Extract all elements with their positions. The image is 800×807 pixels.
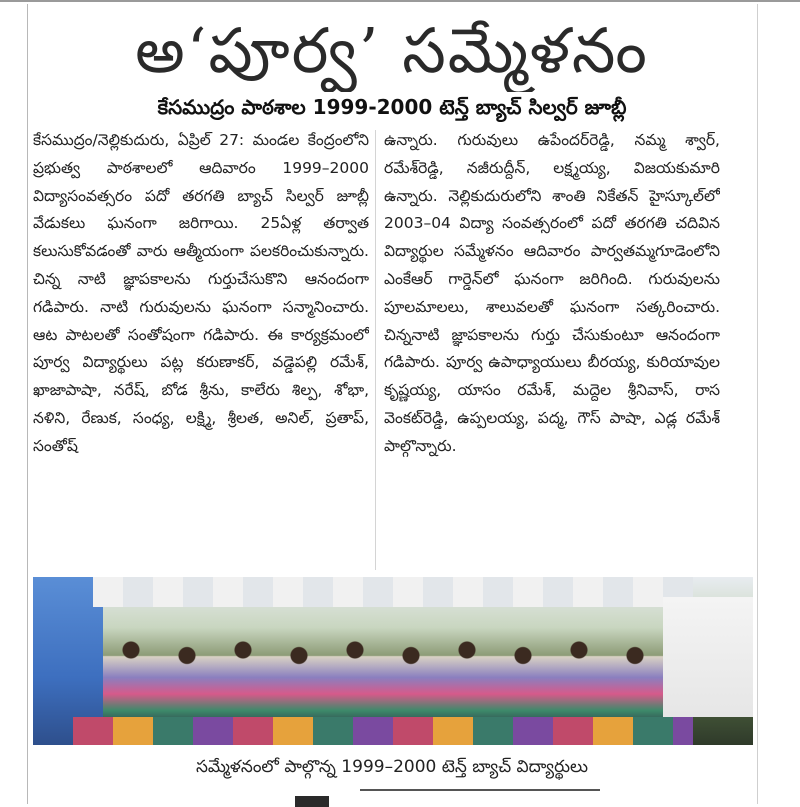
left-column-rule [27,4,28,804]
article-body-left-column: కేసముద్రం/నెల్లికుదురు, ఏప్రిల్ 27: మండల కేంద్రంలోని ప్రభుత్వ పాఠశాలలో ఆదివారం 1999–2000 విద్యాసంవత్సరం పదో తరగతి బ్యాచ్ సిల్వర్ జూబ్లీ వేడుకలు ఘనంగా జరిగాయి. 25ఏళ్ల తర్వాత కలుసుకోవడంతో వారు ఆత్మీయంగా పలకరించుకున్నారు. చిన్న నాటి జ్ఞాపకాలను గుర్తుచేసుకొని ఆనందంగా గడిపారు. నాటి గురువులను ఘనంగా సన్మానించారు. ఆట పాటలతో సంతోషంగా గడిపారు. ఈ కార్యక్రమంలో పూర్వ విద్యార్థులు పట్ల కరుణాకర్, వడ్డెపల్లి రమేశ్, ఖాజాపాషా, నరేష్, బోడ శ్రీను, కాలేరు శిల్ప, శోభా, నళిని, రేణుక, సంధ్య, లక్ష్మి, శ్రీలత, అనిల్, ప్రతాప్, సంతోష్ [33,131,369,455]
article-headline: అ‘పూర్వ’ సమ్మేళనం [135,14,649,87]
group-photo [33,577,753,745]
article-body-right-column: ఉన్నారు. గురువులు ఉపేందర్‌రెడ్డి, నమ్మ శ్వార్, రమేశ్‌రెడ్డి, నజీరుద్దీన్, లక్ష్మయ్య, విజయకుమారి ఉన్నారు. నెల్లికుదురులోని శాంతి నికేతన్ హైస్కూల్‌లో 2003–04 విద్యా సంవత్సరంలో పదో తరగతి చదివిన విద్యార్థుల సమ్మేళనం ఆదివారం పార్వతమ్మగూడెంలోని ఎంకేఆర్ గార్డెన్‌లో ఘనంగా జరిగింది. గురువులను పూలమాలలు, శాలువలతో ఘనంగా సత్కరించారు. చిన్ననాటి జ్ఞాపకాలను గుర్తు చేసుకుంటూ ఆనందంగా గడిపారు. పూర్వ ఉపాధ్యాయులు బీరయ్య, కురియావుల కృష్ణయ్య, యాసం రమేశ్, మద్దెల శ్రీనివాస్, రాస వెంకట్‌రెడ్డి, ఉప్పలయ్య, పద్మ, గౌస్ పాషా, ఎడ్ల రమేశ్ పాల్గొన్నారు. [384,131,720,455]
photo-right-banner [663,597,753,717]
bottom-rule [360,789,600,791]
column-divider [375,130,376,570]
photo-tent-canopy [93,577,693,607]
top-rule [0,0,800,2]
right-column-rule [757,4,758,804]
photo-caption: సమ్మేళనంలో పాల్గొన్న 1999–2000 టెన్త్ బ్యాచ్ విద్యార్థులు [196,757,588,777]
article-subheadline: కేసముద్రం పాఠశాల 1999-2000 టెన్త్ బ్యాచ్ సిల్వర్ జూబ్లీ [157,95,627,119]
photo-group-of-people [103,617,663,727]
photo-front-row-sarees [73,717,693,745]
bottom-mark [295,796,329,807]
